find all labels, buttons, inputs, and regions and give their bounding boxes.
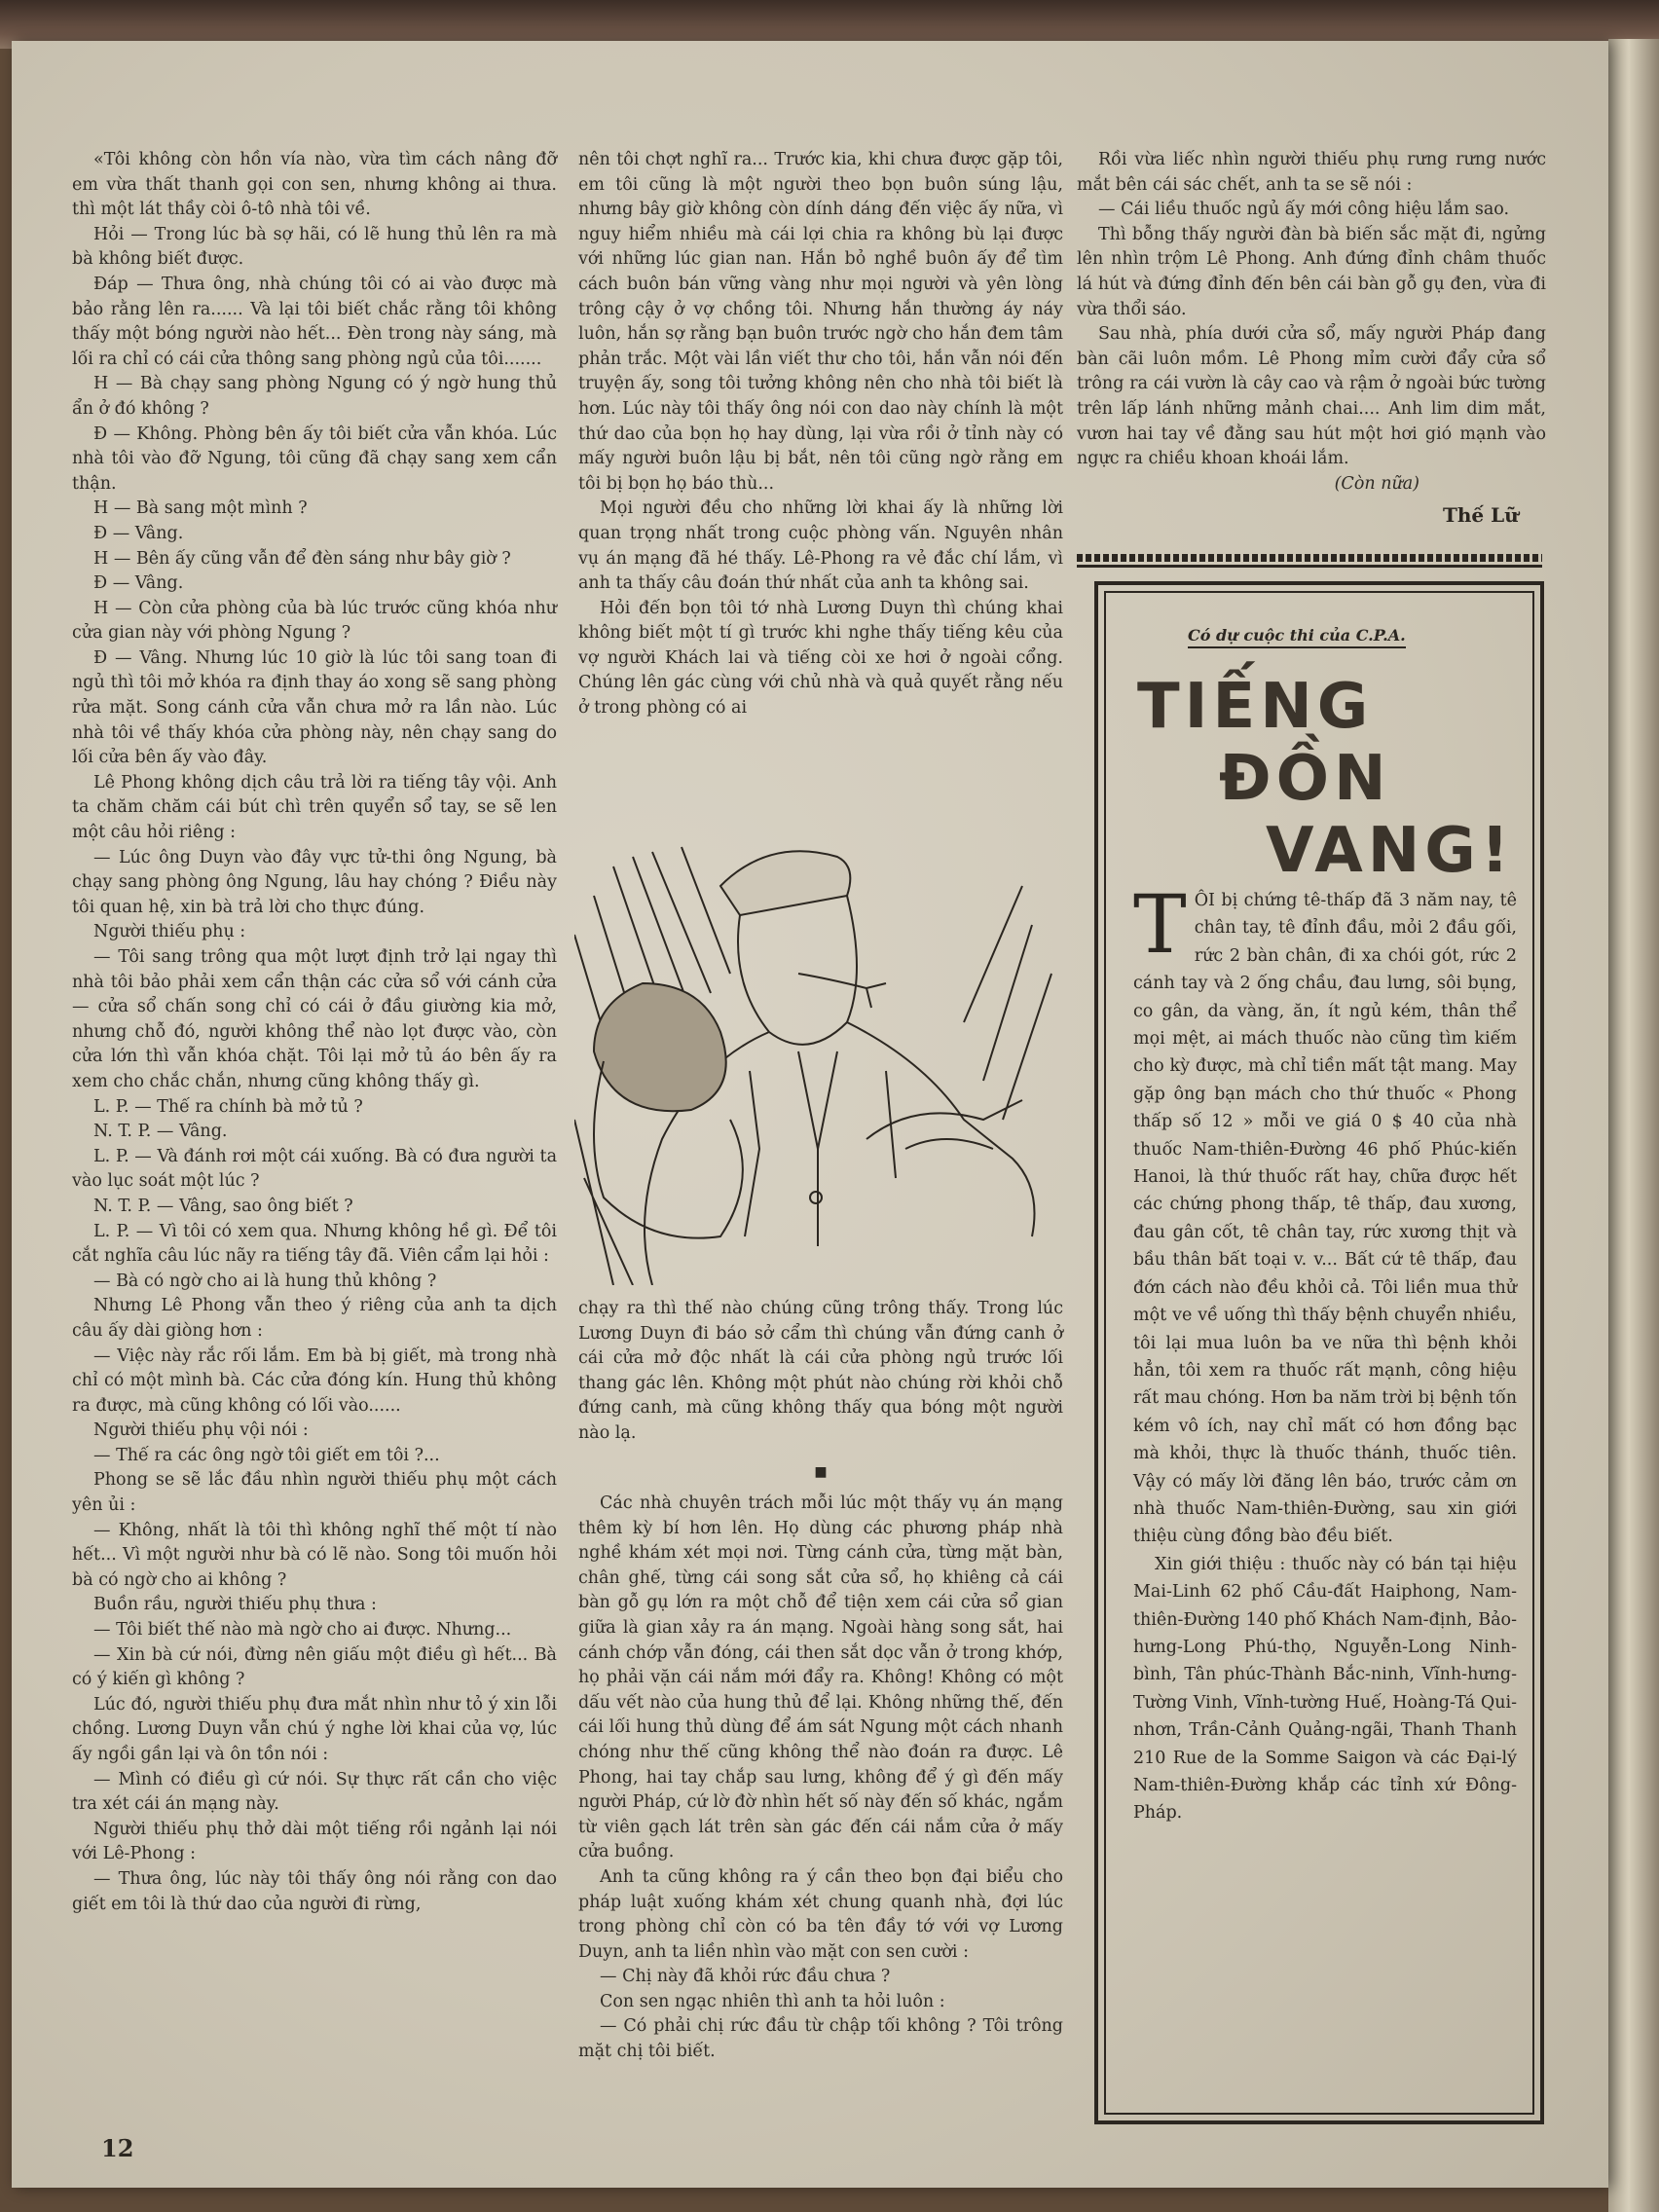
paragraph: Buồn rầu, người thiếu phụ thưa :	[93, 1595, 377, 1615]
paragraph: — Việc này rắc rối lắm. Em bà bị giết, mà trong nhà chỉ có một mình bà. Các cửa đóng kín. Hung thủ không ra được, mà cũng không có lối vào......	[72, 1346, 557, 1416]
paragraph: Con sen ngạc nhiên thì anh ta hỏi luôn :	[600, 1991, 945, 2011]
paragraph: H — Còn cửa phòng của bà lúc trước cũng khóa như cửa gian này với phòng Ngung ?	[72, 598, 557, 644]
ad-paragraph: Xin giới thiệu : thuốc này có bán tại hiệu Mai-Linh 62 phố Cầu-đất Haiphong, Nam-thiên-Đường 140 phố Khách Nam-định, Bảo-hưng-Long Phú-thọ, Nguyễn-Long Ninh-bình, Tân phúc-Thành Bắc-ninh, Vĩnh-hưng-Tường Vinh, Vĩnh-tường Huế, Hoàng-Tá Qui-nhơn, Trần-Cảnh Quảng-ngãi, Thanh Thanh 210 Rue de la Somme Saigon và các Đại-lý Nam-thiên-Đường khắp các tỉnh xứ Đông-Pháp.	[1133, 1554, 1517, 1824]
ad-kicker: Có dự cuộc thi của C.P.A.	[1188, 626, 1406, 648]
paragraph: Đ — Vâng. Nhưng lúc 10 giờ là lúc tôi sang toan đi ngủ thì tôi mở khóa ra định thay áo xong sẽ sang phòng rửa mặt. Song cánh cửa vẫn chưa mở ra lần nào. Lúc nhà tôi về thấy khóa cửa phòng này, nên chạy sang do lối cửa bên ấy vào đây.	[72, 647, 557, 768]
paragraph: — Tôi biết thế nào mà ngờ cho ai được. Nhưng...	[93, 1620, 512, 1641]
ad-headline: TIẾNG	[1137, 671, 1374, 743]
paragraph: Hỏi đến bọn tôi tớ nhà Lương Duyn thì chúng khai không biết một tí gì trước khi nghe thấy tiếng kêu của vợ người Khách lai và tiếng còi xe hơi ở ngoài cổng. Chúng lên gác cùng với chủ nhà và quả quyết rằng nếu ở trong phòng có ai	[578, 598, 1063, 719]
paragraph: N. T. P. — Vâng, sao ông biết ?	[93, 1196, 353, 1216]
decorative-rule	[1077, 565, 1542, 568]
ad-body	[1133, 879, 1517, 1827]
paragraph: Mọi người đều cho những lời khai ấy là những lời quan trọng nhất trong cuộc phòng vấn. Nguyên nhân vụ án mạng đã hé thấy. Lê-Phong ra vẻ đắc chí lắm, vì anh ta thấy câu đoán thứ nhất của anh ta không sai.	[578, 498, 1063, 594]
book-page-stack	[1608, 39, 1659, 2212]
paragraph: chạy ra thì thế nào chúng cũng trông thấy. Trong lúc Lương Duyn đi báo sở cẩm thì chúng vẫn đứng canh ở cái cửa mở độc nhất là cái cửa phòng ngủ trước lối thang gác lên. Không một phút nào chúng rời khỏi chỗ đứng canh, mà cũng không thấy qua bóng một người nào lạ.	[578, 1299, 1063, 1443]
paragraph: «Tôi không còn hồn vía nào, vừa tìm cách nâng đỡ em vừa thất thanh gọi con sen, nhưng không ai thưa. thì một lát thầy còi ô-tô nhà tôi về.	[72, 150, 557, 220]
paragraph: Đ — Vâng.	[93, 523, 184, 543]
paragraph: — Thế ra các ông ngờ tôi giết em tôi ?...	[93, 1445, 440, 1465]
paragraph: — Bà có ngờ cho ai là hung thủ không ?	[93, 1271, 437, 1291]
author-signature: Thế Lữ	[1443, 503, 1519, 527]
paragraph: Phong se sẽ lắc đầu nhìn người thiếu phụ một cách yên ủi :	[72, 1470, 557, 1516]
paragraph: Lúc đó, người thiếu phụ đưa mắt nhìn như tỏ ý xin lỗi chồng. Lương Duyn vẫn chú ý nghe lời khai của vợ, lúc ấy ngồi gần lại và ôn tồn nói :	[72, 1694, 557, 1764]
paragraph: Lê Phong không dịch câu trả lời ra tiếng tây vội. Anh ta chăm chăm cái bút chì trên quyển sổ tay, se sẽ len một câu hỏi riêng :	[72, 772, 557, 843]
advertisement-box	[1094, 581, 1544, 2124]
column-middle-continued	[578, 1492, 1063, 2065]
column-middle-top	[578, 148, 1063, 721]
paragraph: Nhưng Lê Phong vẫn theo ý riêng của anh ta dịch câu ấy dài giòng hơn :	[72, 1296, 557, 1341]
paragraph: L. P. — Vì tôi có xem qua. Nhưng không hề gì. Để tôi cắt nghĩa câu lúc nãy ra tiếng tây đã. Viên cẩm lại hỏi :	[72, 1221, 557, 1267]
to-be-continued: (Còn nữa)	[1334, 473, 1419, 494]
page-number: 12	[101, 2134, 134, 2162]
paragraph: Anh ta cũng không ra ý cần theo bọn đại biểu cho pháp luật xuống khám xét chung quanh nhà, đợi lúc trong phòng chỉ còn có ba tên đầy tớ với vợ Lương Duyn, anh ta liền nhìn vào mặt con sen cười :	[578, 1866, 1063, 1962]
paragraph: Rồi vừa liếc nhìn người thiếu phụ rưng rưng nước mắt bên cái sác chết, anh ta se sẽ nói :	[1077, 150, 1546, 195]
paragraph: — Cái liều thuốc ngủ ấy mới công hiệu lắm sao.	[1098, 200, 1510, 220]
paragraph: — Mình có điều gì cứ nói. Sự thực rất cần cho việc tra xét cái án mạng này.	[72, 1769, 557, 1815]
paragraph: H — Bà chạy sang phòng Ngung có ý ngờ hung thủ ẩn ở đó không ?	[72, 374, 557, 419]
paragraph: — Có phải chị rức đầu từ chập tối không ? Tôi trông mặt chị tôi biết.	[578, 2016, 1063, 2062]
paragraph: — Lúc ông Duyn vào đây vực tử-thi ông Ngung, bà chạy sang phòng ông Ngung, lâu hay chóng ? Điều này tôi quan hệ, xin bà trả lời cho thực đúng.	[72, 847, 557, 917]
ad-headline: ĐỒN	[1219, 743, 1391, 815]
paragraph: Hỏi — Trong lúc bà sợ hãi, có lẽ hung thủ lên ra mà bà không biết được.	[72, 224, 557, 270]
paragraph: Đ — Không. Phòng bên ấy tôi biết cửa vẫn khóa. Lúc nhà tôi vào đỡ Ngung, tôi cũng đã chạy sang xem cẩn thận.	[72, 424, 557, 494]
drop-cap: T	[1133, 879, 1187, 972]
ad-headline: VANG!	[1266, 815, 1514, 887]
illustration-man-smoking-pipe	[574, 828, 1059, 1285]
column-left	[72, 148, 557, 1917]
paragraph: Thì bỗng thấy người đàn bà biến sắc mặt đi, ngửng lên nhìn trộm Lê Phong. Anh đứng đỉnh châm thuốc lá hút và đứng đỉnh đến bên cái bàn gỗ gụ đen, vừa đi vừa thổi sáo.	[1077, 224, 1546, 319]
paragraph: nên tôi chợt nghĩ ra... Trước kia, khi chưa được gặp tôi, em tôi cũng là một người theo bọn buôn súng lậu, nhưng bây giờ không còn dính dáng đến việc ấy nữa, vì nguy hiểm nhiều mà cái lợi chia ra không bù lại được với những lúc gian nan. Hắn bỏ nghề buôn ấy để tìm cách buôn bán vững vàng như mọi người và yên lòng trông cậy ở vợ chồng tôi. Nhưng hắn thường áy náy luôn, hắn sợ rằng bạn buôn trước ngờ cho hắn đem tâm phản trắc. Một vài lần viết thư cho tôi, hắn vẫn nói đến truyện ấy, song tôi tưởng không nên cho nhà tôi biết là hơn. Lúc này tôi thấy ông nói con dao này chính là một thứ dao của bọn họ hay dùng, lại vừa rồi ở tỉnh này có mấy người buôn lậu bị bắt, nên tôi cũng ngờ rằng em tôi bị bọn họ báo thù...	[578, 150, 1063, 494]
paragraph: Người thiếu phụ vội nói :	[93, 1420, 309, 1441]
paragraph: Đ — Vâng.	[93, 573, 184, 594]
paragraph: — Chị này đã khỏi rức đầu chưa ?	[600, 1967, 891, 1987]
decorative-rule	[1077, 554, 1542, 562]
paragraph: — Tôi sang trông qua một lượt định trở lại ngay thì nhà tôi bảo phải xem cẩn thận các cửa sổ với cánh cửa — cửa sổ chấn song chỉ có cái ở đầu giường kia mở, nhưng chỗ đó, người không thể nào lọt được vào, còn cửa lớn thì vẫn khóa chặt. Tôi lại mở tủ áo bên ấy ra xem cho chắc chắn, nhưng cũng không thấy gì.	[72, 947, 557, 1091]
paragraph: L. P. — Và đánh rơi một cái xuống. Bà có đưa người ta vào lục soát một lúc ?	[72, 1146, 557, 1192]
section-separator: ■	[814, 1463, 828, 1480]
paragraph: H — Bà sang một mình ?	[93, 498, 308, 519]
paragraph: N. T. P. — Vâng.	[93, 1122, 228, 1142]
column-middle-bottom	[578, 1297, 1063, 1498]
paragraph: — Xin bà cứ nói, đừng nên giấu một điều gì hết... Bà có ý kiến gì không ?	[72, 1644, 557, 1690]
paragraph: H — Bên ấy cũng vẫn để đèn sáng như bây giờ ?	[93, 548, 511, 569]
paragraph: — Thưa ông, lúc này tôi thấy ông nói rằng con dao giết em tôi là thứ dao của người đi rừng,	[72, 1868, 557, 1914]
paragraph: Sau nhà, phía dưới cửa sổ, mấy người Pháp đang bàn cãi luôn mồm. Lê Phong mỉm cười đẩy cửa sổ trông ra cái vườn là cây cao và rậm ở ngoài bức tường trên lấp lánh những mảnh chai.... Anh lim dim mắt, vươn hai tay về đằng sau hút một hơi gió mạnh vào ngực ra chiều khoan khoái lắm.	[1077, 324, 1546, 469]
newspaper-page	[12, 41, 1608, 2188]
paragraph: Các nhà chuyên trách mỗi lúc một thấy vụ án mạng thêm kỳ bí hơn lên. Họ dùng các phương pháp nhà nghề khám xét mọi nơi. Từng cánh cửa, từng mặt bàn, chân ghế, từng cái song sắt cửa sổ, họ khiêng cả cái bàn gỗ gụ lớn ra một chỗ để tiện xem cái cửa sổ gian giữa là gian xảy ra án mạng. Ngoài hàng song sắt, hai cánh chớp vẫn đóng, cái then sắt dọc vẫn ở trong khớp, họ phải vặn cái nắm mới đẩy ra. Không! Không có một dấu vết nào của hung thủ để lại. Không những thế, đến cái lối hung thủ dùng để ám sát Ngung một cách nhanh chóng như thế cũng không thể nào đoán ra được. Lê Phong, hai tay chắp sau lưng, không để ý gì đến mấy người Pháp, cứ lờ đờ nhìn hết số này đến số khác, ngắm từ viên gạch lát trên sàn gác đến cái nắm cửa ở mấy cửa buồng.	[578, 1493, 1063, 1862]
paragraph: Người thiếu phụ thở dài một tiếng rồi ngảnh lại nói với Lê-Phong :	[72, 1819, 557, 1864]
paragraph: — Không, nhất là tôi thì không nghĩ thế một tí nào hết... Vì một người như bà có lẽ nào. Song tôi muốn hỏi bà có ngờ cho ai không ?	[72, 1520, 557, 1590]
ad-paragraph: ÔI bị chứng tê-thấp đã 3 năm nay, tê chân tay, tê đỉnh đầu, mỏi 2 đầu gối, rức 2 bàn chân, đi xa chói gót, rức 2 cánh tay và 2 ống chầu, đau lưng, sôi bụng, co gân, da vàng, ăn, ít ngủ kém, thân thể mọi mệt, ai mách thuốc nào cũng tìm kiếm cho kỳ được, mà chỉ tiền mất tật mang. May gặp ông bạn mách cho thứ thuốc « Phong thấp số 12 » mỗi ve giá 0 $ 40 của nhà thuốc Nam-thiên-Đường 46 phố Phúc-kiến Hanoi, là thứ thuốc rất hay, chữa được hết các chứng phong thấp, tê thấp, đau xương, đau gân cốt, tê chân tay, rức xương thịt và bầu thân bất toại v. v... Bất cứ tê thấp, đau đớn cách nào đều khỏi cả. Tôi liền mua thử một ve về uống thì thấy bệnh chuyển nhiều, tôi lại mua luôn ba ve nữa thì bệnh khỏi hẳn, tôi xem ra thuốc rất mạnh, công hiệu rất mau chóng. Hơn ba năm trời bị bệnh tốn kém vô ích, nay chỉ mất có hơn đồng bạc mà khỏi, thực là thuốc thánh, thuốc tiên. Vậy có mấy lời đăng lên báo, trước cảm ơn nhà thuốc Nam-thiên-Đường, sau xin giới thiệu cùng đồng bào đều biết.	[1133, 891, 1517, 1547]
paragraph: Người thiếu phụ :	[93, 922, 246, 942]
column-right	[1077, 148, 1546, 497]
paragraph: Đáp — Thưa ông, nhà chúng tôi có ai vào được mà bảo rằng lên ra...... Và lại tôi biết chắc rằng tôi không thấy một bóng người nào hết... Đèn trong này sáng, mà lối ra chỉ có cái cửa thông sang phòng ngủ của tôi.......	[72, 274, 557, 369]
paragraph: L. P. — Thế ra chính bà mở tủ ?	[93, 1096, 363, 1117]
